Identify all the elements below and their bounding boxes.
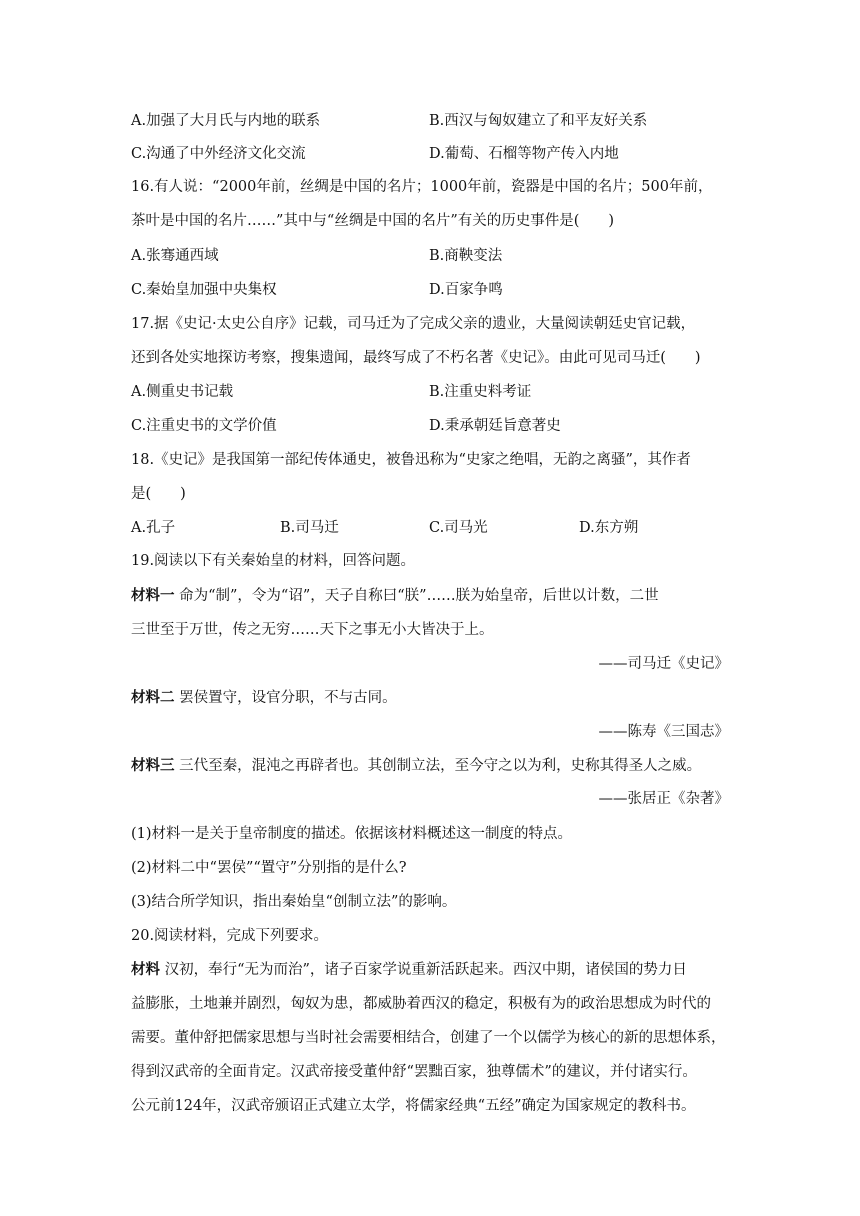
q17-option-b: B.注重史料考证 [429, 384, 532, 400]
q16-stem-line-1: 16.有人说：“2000年前，丝绸是中国的名片；1000年前，瓷器是中国的名片；500年前， [131, 179, 713, 195]
material-1-label: 材料一 [131, 587, 175, 604]
q20-material-line-5: 公元前124年，汉武帝颁诏正式建立太学，将儒家经典“五经”确定为国家规定的教科书。 [131, 1098, 696, 1114]
material-1-line-1: 命为“制”，令为“诏”，天子自称曰“朕”……朕为始皇帝，后世以计数，二世 [179, 588, 659, 604]
material-1-line-2: 三世至于万世，传之无穷……天下之事无小大皆决于上。 [131, 622, 494, 638]
q18-option-d: D.东方朔 [579, 520, 639, 536]
q18-stem-line-2: 是( ) [131, 486, 186, 502]
q20-material-line-2: 益膨胀，土地兼并剧烈，匈奴为患，都威胁着西汉的稳定，积极有为的政治思想成为时代的 [131, 996, 711, 1012]
q15-option-c: C.沟通了中外经济文化交流 [131, 146, 306, 162]
q19-material-3 [131, 756, 701, 776]
material-3-source: ——张居正《杂著》 [598, 791, 729, 807]
q19-subquestion-1: (1)材料一是关于皇帝制度的描述。依据该材料概述这一制度的特点。 [131, 826, 573, 842]
q16-stem-line-2: 茶叶是中国的名片……”其中与“丝绸是中国的名片”有关的历史事件是( ) [131, 213, 615, 229]
q16-option-c: C.秦始皇加强中央集权 [131, 282, 277, 298]
material-3-text: 三代至秦，混沌之再辟者也。其创制立法，至今守之以为利，史称其得圣人之威。 [179, 758, 702, 774]
q15-option-d: D.葡萄、石榴等物产传入内地 [429, 146, 619, 162]
q17-option-c: C.注重史书的文学价值 [131, 418, 277, 434]
q17-stem-line-1: 17.据《史记·太史公自序》记载，司马迁为了完成父亲的遗业，大量阅读朝廷史官记载， [131, 316, 696, 332]
q16-option-a: A.张骞通西域 [131, 248, 219, 264]
q16-option-d: D.百家争鸣 [429, 282, 503, 298]
material-2-label: 材料二 [131, 689, 175, 706]
q15-option-b: B.西汉与匈奴建立了和平友好关系 [429, 113, 648, 129]
q17-stem-line-2: 还到各处实地探访考察，搜集遗闻，最终写成了不朽名著《史记》。由此可见司马迁( ) [131, 350, 701, 366]
q17-option-a: A.侧重史书记载 [131, 384, 234, 400]
q20-intro: 20.阅读材料，完成下列要求。 [131, 928, 329, 944]
material-2-source: ——陈寿《三国志》 [598, 724, 729, 740]
material-2-text: 罢侯置守，设官分职，不与古同。 [179, 690, 397, 706]
q20-material-label: 材料 [131, 961, 160, 978]
q19-material-2 [131, 688, 397, 708]
q17-option-d: D.秉承朝廷旨意著史 [429, 418, 561, 434]
q20-material-line-3: 需要。董仲舒把儒家思想与当时社会需要相结合，创建了一个以儒学为核心的新的思想体系， [131, 1030, 726, 1046]
q18-option-b: B.司马迁 [280, 520, 339, 536]
q19-material-1 [131, 586, 659, 606]
q19-subquestion-3: (3)结合所学知识，指出秦始皇“创制立法”的影响。 [131, 894, 457, 910]
q20-material [131, 960, 687, 980]
q19-subquestion-2: (2)材料二中“罢侯”“置守”分别指的是什么? [131, 860, 407, 876]
material-1-source: ——司马迁《史记》 [598, 656, 729, 672]
q18-stem-line-1: 18.《史记》是我国第一部纪传体通史，被鲁迅称为“史家之绝唱，无韵之离骚”，其作者 [131, 452, 691, 468]
q20-material-line-4: 得到汉武帝的全面肯定。汉武帝接受董仲舒“罢黜百家，独尊儒术”的建议，并付诸实行。 [131, 1064, 697, 1080]
q18-option-c: C.司马光 [429, 520, 488, 536]
q20-material-line-1: 汉初，奉行“无为而治”，诸子百家学说重新活跃起来。西汉中期，诸侯国的势力日 [164, 962, 687, 978]
q15-option-a: A.加强了大月氏与内地的联系 [131, 113, 321, 129]
q18-option-a: A.孔子 [131, 520, 176, 536]
q19-intro: 19.阅读以下有关秦始皇的材料，回答问题。 [131, 553, 416, 569]
q16-option-b: B.商鞅变法 [429, 248, 503, 264]
material-3-label: 材料三 [131, 757, 175, 774]
